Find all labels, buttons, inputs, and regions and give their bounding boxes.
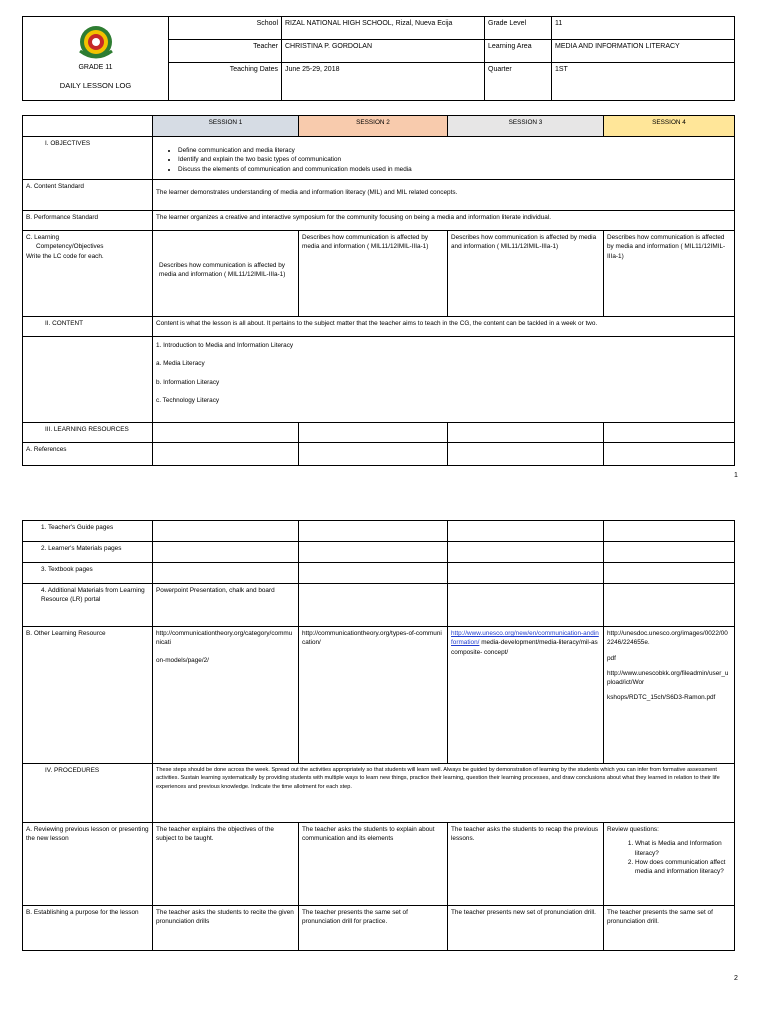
grade-label: GRADE 11 (78, 64, 113, 71)
reviewing-session-1: The teacher explains the objectives of the subject to be taught. (153, 823, 299, 906)
content-standard-label: A. Content Standard (23, 180, 153, 211)
procedures-description: These steps should be done across the week. Spread out the activities appropriately so that students will learn well. Always be guided by demonstration of learning by the students which you can infer from formative assessment activities. Sustain learning systematically by providing students with multiple ways to learn new things, practice their learning, question their learning processes, and draw conclusions about what they learned in relation to their life experiences and previous knowledge. Indicate the time allotment for each step. (153, 764, 735, 823)
resource-link[interactable]: kshops/RDTC_15ch/S6D3-Ramon.pdf (607, 694, 716, 702)
empty-cell (604, 584, 735, 627)
session-1-header: SESSION 1 (153, 116, 299, 137)
reviewing-session-2: The teacher asks the students to explain about communication and its elements (299, 823, 448, 906)
learning-area-label: Learning Area (485, 40, 552, 63)
empty-cell (299, 521, 448, 542)
teachers-guide-label: 1. Teacher's Guide pages (23, 521, 153, 542)
lc-session-4: Describes how communication is affected by media and information ( MIL11/12IMIL-IIIa-1) (604, 231, 735, 317)
lc-label-line: Competency/Objectives (36, 243, 104, 251)
teacher-value: CHRISTINA P. GORDOLAN (282, 40, 485, 63)
empty-cell (604, 443, 735, 466)
other-resources-label: B. Other Learning Resource (23, 627, 153, 764)
empty-cell (604, 563, 735, 584)
empty-cell (153, 443, 299, 466)
additional-materials-session-1: Powerpoint Presentation, chalk and board (153, 584, 299, 627)
additional-materials-label: 4. Additional Materials from Learning Resource (LR) portal (23, 584, 153, 627)
references-label: A. References (23, 443, 153, 466)
textbook-pages-label: 3. Textbook pages (23, 563, 153, 584)
page-number: 2 (734, 975, 738, 982)
page-number: 1 (734, 472, 738, 479)
empty-cell (604, 542, 735, 563)
header-table (22, 16, 735, 101)
reviewing-label: A. Reviewing previous lesson or presenting the new lesson (23, 823, 153, 906)
teacher-label: Teacher (169, 40, 282, 63)
school-seal-icon (76, 23, 116, 61)
resource-link[interactable]: on-models/page/2/ (156, 656, 209, 664)
objective-item: • Define communication and media literacy (178, 146, 731, 155)
content-item: a. Media Literacy (156, 360, 205, 368)
empty-cell (299, 563, 448, 584)
content-description: Content is what the lesson is all about. It pertains to the subject matter that the teacher aims to teach in the CG, the content can be tackled in a week or two. (153, 317, 735, 337)
lesson-table-page1 (22, 115, 735, 466)
performance-standard-label: B. Performance Standard (23, 211, 153, 231)
lc-session-2: Describes how communication is affected by media and information ( MIL11/12IMIL-IIIa-1) (299, 231, 448, 317)
lesson-table-page2 (22, 520, 735, 951)
content-empty-cell (23, 337, 153, 423)
content-standard-text: The learner demonstrates understanding of media and information literacy (MIL) and MIL related concepts. (153, 180, 735, 211)
other-resources-session-2[interactable]: http://communicationtheory.org/types-of-communication/ (299, 627, 448, 764)
establishing-session-1: The teacher asks the students to recite the given pronunciation drills (153, 906, 299, 951)
empty-cell (604, 521, 735, 542)
document-title: DAILY LESSON LOG (59, 81, 132, 91)
corner-cell (23, 116, 153, 137)
review-questions-title: Review questions: (607, 826, 659, 833)
resource-link-rest: media-development/media-literacy/mil-as composite- concept/ (451, 639, 598, 656)
empty-cell (153, 521, 299, 542)
lc-session-3: Describes how communication is affected by media and information ( MIL11/12IMIL-IIIa-1) (448, 231, 604, 317)
empty-cell (153, 423, 299, 443)
objective-item: • Identify and explain the two basic types of communication (178, 155, 731, 164)
teaching-dates-label: Teaching Dates (169, 63, 282, 101)
empty-cell (299, 542, 448, 563)
resource-link[interactable]: http://www.unescobkk.org/fileadmin/user_upload/ict/Wor (607, 669, 729, 687)
content-item: b. Information Literacy (156, 378, 220, 386)
session-2-header: SESSION 2 (299, 116, 448, 137)
lc-session-1: Describes how communication is affected by media and information ( MIL11/12IMIL-IIIa-1) (153, 231, 299, 317)
establishing-session-4: The teacher presents the same set of pronunciation drill. (604, 906, 735, 951)
learning-area-value: MEDIA AND INFORMATION LITERACY (552, 40, 735, 63)
empty-cell (448, 423, 604, 443)
content-items-cell (153, 337, 735, 423)
empty-cell (299, 443, 448, 466)
content-item: c. Technology Literacy (156, 396, 220, 404)
teaching-dates-value: June 25-29, 2018 (282, 63, 485, 101)
quarter-value: 1ST (552, 63, 735, 101)
other-resources-session-4 (604, 627, 735, 764)
establishing-purpose-label: B. Establishing a purpose for the lesson (23, 906, 153, 951)
learning-competency-label (23, 231, 153, 317)
school-seal-cell (23, 17, 169, 101)
lc-label-line: Write the LC code for each. (26, 252, 104, 260)
content-label: II. CONTENT (23, 317, 153, 337)
empty-cell (604, 423, 735, 443)
session-4-header: SESSION 4 (604, 116, 735, 137)
grade-level-label: Grade Level (485, 17, 552, 40)
resource-link[interactable]: pdf (607, 654, 616, 662)
resource-link[interactable]: http://unesdoc.unesco.org/images/0022/002246/224655e. (607, 630, 728, 647)
school-label: School (169, 17, 282, 40)
establishing-session-3: The teacher presents new set of pronunciation drill. (448, 906, 604, 951)
empty-cell (448, 542, 604, 563)
other-resources-session-1 (153, 627, 299, 764)
session-3-header: SESSION 3 (448, 116, 604, 137)
other-resources-session-3 (448, 627, 604, 764)
lc-label-line: C. Learning (26, 234, 60, 241)
resource-link[interactable]: http://communicationtheory.org/category/communicati (156, 630, 293, 647)
learning-resources-label: III. LEARNING RESOURCES (23, 423, 153, 443)
review-question: 2. How does communication affect media and information literacy? (635, 858, 731, 877)
empty-cell (448, 584, 604, 627)
procedures-label: IV. PROCEDURES (23, 764, 153, 823)
empty-cell (299, 423, 448, 443)
empty-cell (299, 584, 448, 627)
quarter-label: Quarter (485, 63, 552, 101)
unesco-link[interactable]: http://www.unesco.org/new/en/communication-andinformation/ (451, 630, 599, 647)
review-question: 1. What is Media and Information literacy? (635, 839, 731, 858)
objectives-cell (153, 137, 735, 180)
performance-standard-text: The learner organizes a creative and interactive symposium for the community focusing on being a media and information literate individual. (153, 211, 735, 231)
empty-cell (153, 542, 299, 563)
reviewing-session-3: The teacher asks the students to recap the previous lessons. (448, 823, 604, 906)
objective-item: • Discuss the elements of communication and communication models used in media (178, 165, 731, 174)
objectives-label: I. OBJECTIVES (23, 137, 153, 180)
empty-cell (448, 443, 604, 466)
school-value: RIZAL NATIONAL HIGH SCHOOL, Rizal, Nueva Ecija (282, 17, 485, 40)
reviewing-session-4 (604, 823, 735, 906)
empty-cell (153, 563, 299, 584)
empty-cell (448, 563, 604, 584)
empty-cell (448, 521, 604, 542)
establishing-session-2: The teacher presents the same set of pronunciation drill for practice. (299, 906, 448, 951)
content-item: 1. Introduction to Media and Information Literacy (156, 342, 294, 349)
grade-level-value: 11 (552, 17, 735, 40)
learners-materials-label: 2. Learner's Materials pages (23, 542, 153, 563)
